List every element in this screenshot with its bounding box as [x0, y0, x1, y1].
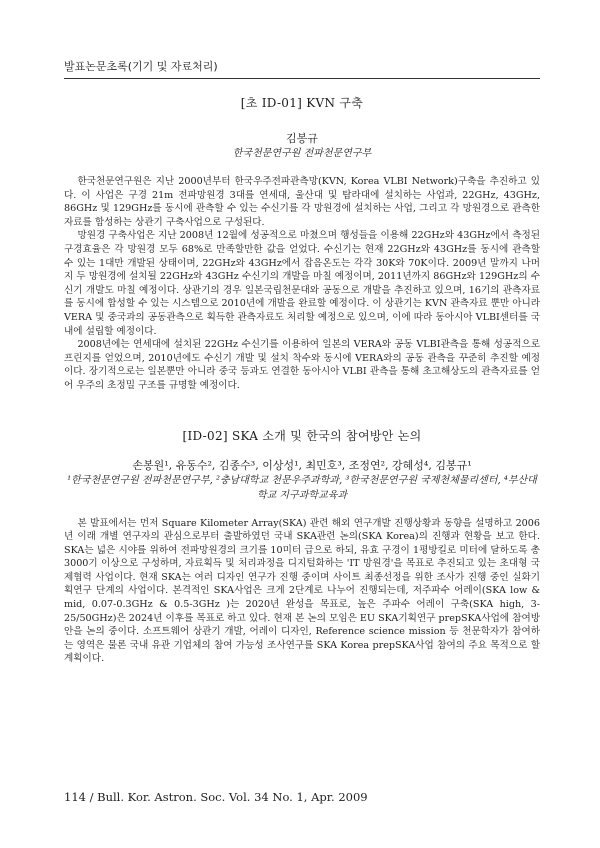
authors: 김봉규: [286, 132, 318, 145]
page-content: [64, 84, 540, 666]
abstract-paragraph: 본 발표에서는 먼저 Square Kilometer Array(SKA) 관련 해외 연구개발 진행상황과 동향을 설명하고 2006년 이래 개별 연구자의 관심으로부터 출발하였던 국내 SKA관련 논의(SKA Korea)의 진행과 현황을 보고 한다. SKA는 넓은 시야를 위하여 전파망원경의 크기를 10미터 급으로 하되, 유효 구경이 1평방킬로 미터에 달하도록 총 3000기 이상으로 구성하며, 자료획득 및 처리과정을 디지털화하는 'IT 망원경'을 목표로 추진되고 있는 초대형 국제협력 사업이다. 현재 SKA는 여러 디자인 연구가 진행 중이며 사이트 최종선정을 위한 조사가 진행 중인 실화기획연구 단계의 사업이다. 본격적인 SKA사업은 크게 2단계로 나누어 진행되는데, 저주파수 어레이(SKA low & mid, 0.07-0.3GHz & 0.5-3GHz )는 2020년 완성을 목표로, 높은 주파수 어레이 구축(SKA high, 3-25/50GHz)은 2024년 이후를 목표로 하고 있다. 현재 본 논의 모임은 EU SKA기획연구 prepSKA사업에 참여방안을 논의 중이다. 소프트웨어 상관기 개발, 어레이 디자인, Reference science mission 등 천문학자가 참여하는 영역은 물론 국내 유관 기업체의 참여 가능성 조사연구를 SKA Korea prepSKA사업 참여의 주요 목적으로 할 계획이다.: [64, 517, 540, 665]
authors: 손봉원¹, 유동수², 김종수³, 이상성¹, 최민호³, 조정연², 강혜성⁴, 김봉규¹: [132, 458, 472, 472]
abstract-title: [초 ID-01] KVN 구축: [240, 96, 364, 110]
abstract-paragraph: 한국천문연구원은 지난 2000년부터 한국우주전파관측망(KVN, Korea VLBI Network)구축을 추진하고 있다. 이 사업은 구경 21m 전파망원경 3대를 연세대, 울산대 및 탐라대에 설치하는 사업과, 22GHz, 43GHz, 86GHz 및 129GHz를 동시에 관측할 수 있는 수신기를 각 망원경에 설치하는 사업, 그리고 각 망원경으로 관측한 자료를 합성하는 상관기 구축사업으로 구성된다.: [64, 176, 540, 228]
running-head: 발표논문초록(기기 및 자료처리): [64, 60, 218, 73]
header-rule: [64, 78, 540, 79]
abstract-1: [64, 94, 540, 393]
abstract-body: [64, 175, 540, 393]
abstract-body: [64, 517, 540, 667]
page-footer: 114 / Bull. Kor. Astron. Soc. Vol. 34 No. 1, Apr. 2009: [64, 790, 368, 804]
affiliation: 한국천문연구원 전파천문연구부: [232, 148, 372, 159]
abstract-title: [ID-02] SKA 소개 및 한국의 참여방안 논의: [182, 428, 422, 443]
affiliation: ¹한국천문연구원 전파천문연구부, ²충남대학교 천문우주과학과, ³한국천문연구원 국제천체물리센터, ⁴부산대학교 지구과학교육과: [67, 474, 537, 501]
abstract-paragraph: 망원경 구축사업은 지난 2008년 12월에 성공적으로 마쳤으며 행성들을 이용해 22GHz와 43GHz에서 측정된 구경효율은 각 망원경 모두 68%로 만족할만한 값을 얻었다. 수신기는 현재 22GHz와 43GHz를 동시에 관측할 수 있는 1대만 개발된 상태이며, 22GHz와 43GHz에서 잡음온도는 각각 30K와 70K이다. 2009년 말까지 나머지 두 망원경에 설치될 22GHz와 43GHz 수신기의 개발을 마칠 예정이며, 2011년까지 86GHz와 129GHz의 수신기 개발도 마칠 예정이다. 상관기의 경우 일본국립천문대와 공동으로 개발을 추진하고 있으며, 16기의 관측자료를 동시에 합성할 수 있는 시스템으로 2010년에 개발을 완료할 예정이다. 이 상관기는 KVN 관측자료 뿐만 아니라 VERA 및 중국과의 공동관측으로 획득한 관측자료도 처리할 예정으로 있으며, 이에 따라 동아시아 VLBI센터를 국내에 설립할 예정이다.: [64, 230, 540, 337]
author-block: [64, 458, 540, 503]
author-block: [64, 131, 540, 161]
abstract-2: [64, 427, 540, 667]
abstract-paragraph: 2008년에는 연세대에 설치된 22GHz 수신기를 이용하여 일본의 VERA와 공동 VLBI관측을 통해 성공적으로 프린지를 얻었으며, 2010년에도 수신기 개발 및 설치 착수와 동시에 VERA와의 공동 관측을 꾸준히 추진할 예정이다. 장기적으로는 일본뿐만 아니라 중국 등과도 연결한 동아시아 VLBI 관측을 통해 초고해상도의 관측자료를 얻어 우주의 초정밀 구조를 규명할 예정이다.: [64, 339, 540, 391]
